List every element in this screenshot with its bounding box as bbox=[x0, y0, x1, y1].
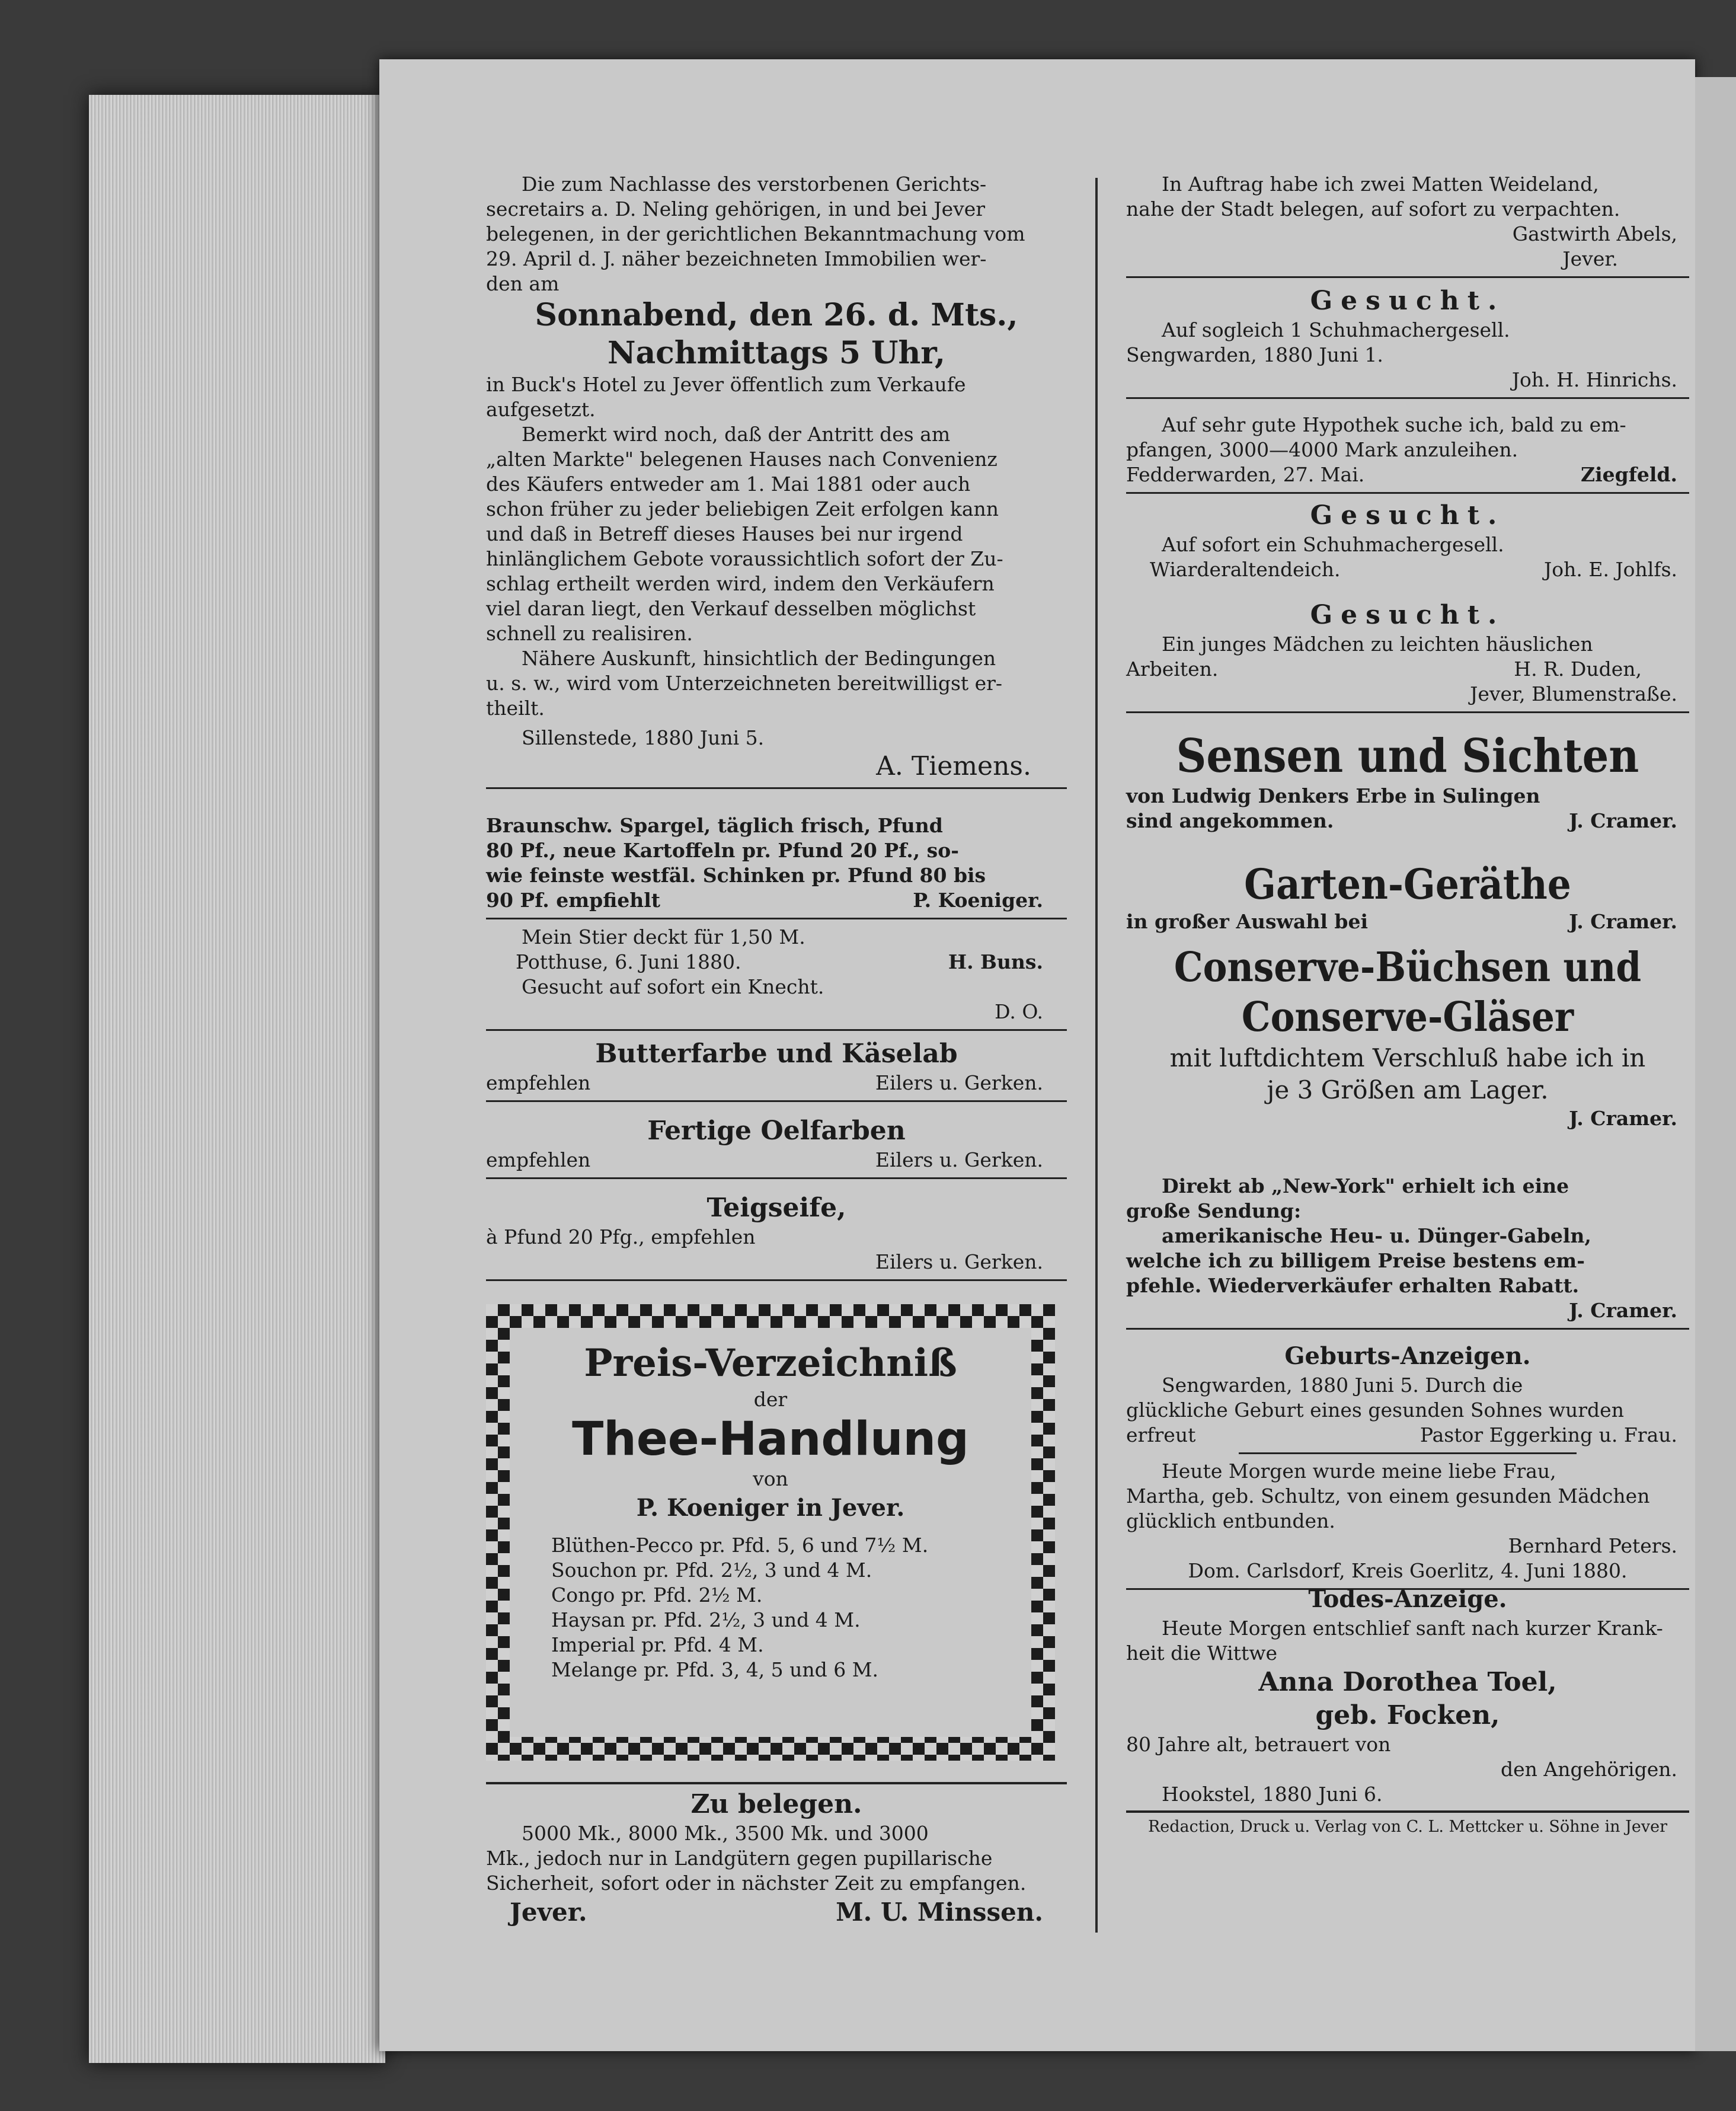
divider-rule bbox=[1126, 276, 1689, 278]
text-line: heit die Wittwe bbox=[1126, 1641, 1277, 1665]
text-line: pfangen, 3000—4000 Mark anzuleihen. bbox=[1126, 438, 1518, 461]
text-line: Ein junges Mädchen zu leichten häuslichen bbox=[1162, 633, 1593, 656]
text-row bbox=[1126, 809, 1689, 833]
signature: H. R. Duden, bbox=[1514, 657, 1642, 681]
text-line: empfehlen bbox=[486, 1148, 591, 1171]
signature: H. Buns. bbox=[948, 950, 1043, 973]
divider-rule bbox=[1126, 397, 1689, 399]
text-row bbox=[1126, 1423, 1689, 1448]
text-line: Bemerkt wird noch, daß der Antritt des am bbox=[522, 423, 951, 446]
text-line: In Auftrag habe ich zwei Matten Weideland, bbox=[1162, 173, 1599, 196]
ad-title: Garten-Geräthe bbox=[1244, 860, 1571, 909]
text-line: empfehlen bbox=[486, 1071, 591, 1094]
text-line: Sicherheit, sofort oder in nächster Zeit zu empfangen. bbox=[486, 1872, 1027, 1895]
divider-rule bbox=[486, 1029, 1067, 1031]
divider-rule bbox=[486, 1100, 1067, 1102]
ad-zu-belegen bbox=[486, 1778, 1067, 1929]
text-line: schlag ertheilt werden wird, indem den Verkäufern bbox=[486, 572, 995, 595]
text-row bbox=[486, 1071, 1067, 1096]
text-line: u. s. w., wird vom Unterzeichneten bereitwilligst er- bbox=[486, 672, 1003, 695]
ad-title: Conserve-Büchsen und bbox=[1174, 944, 1642, 991]
ad-geburt bbox=[1126, 1340, 1689, 1595]
text-line: Braunschw. Spargel, täglich frisch, Pfund bbox=[486, 814, 943, 837]
text-row bbox=[486, 950, 1067, 975]
text-line: secretairs a. D. Neling gehörigen, in und bei Jever bbox=[486, 197, 986, 221]
ad-title: Conserve-Gläser bbox=[1241, 994, 1574, 1041]
divider-rule bbox=[486, 787, 1067, 789]
text-line: Auf sogleich 1 Schuhmachergesell. bbox=[1162, 318, 1510, 341]
divider-rule bbox=[1239, 1452, 1577, 1454]
book-page-edges bbox=[89, 95, 385, 2063]
text-line: Auf sehr gute Hypothek suche ich, bald zu em- bbox=[1162, 413, 1626, 436]
signature: A. Tiemens. bbox=[876, 751, 1031, 781]
next-page-edge bbox=[1695, 77, 1736, 2051]
price-item: Imperial pr. Pfd. 4 M. bbox=[551, 1633, 764, 1656]
ad-title: Sensen und Sichten bbox=[1176, 729, 1639, 783]
ad-title: Geburts-Anzeigen. bbox=[1284, 1342, 1531, 1370]
auction-time: Nachmittags 5 Uhr, bbox=[607, 335, 946, 371]
text-line: 80 Pf., neue Kartoffeln pr. Pfund 20 Pf., so- bbox=[486, 839, 959, 862]
price-list-title: Preis-Verzeichniß bbox=[584, 1341, 957, 1385]
signature: M. U. Minssen. bbox=[836, 1898, 1043, 1927]
text-line: amerikanische Heu- u. Dünger-Gabeln, bbox=[1162, 1224, 1591, 1247]
text-line: in Buck's Hotel zu Jever öffentlich zum Verkaufe bbox=[486, 373, 966, 396]
ad-title: Todes-Anzeige. bbox=[1308, 1585, 1507, 1613]
ad-title: Gesucht. bbox=[1310, 600, 1505, 630]
divider-rule bbox=[486, 1279, 1067, 1281]
ad-title: Gesucht. bbox=[1310, 286, 1505, 316]
text-line: glückliche Geburt eines gesunden Sohnes wurden bbox=[1126, 1398, 1624, 1422]
text-row bbox=[486, 888, 1067, 913]
text-line: à Pfund 20 Pfg., empfehlen bbox=[486, 1225, 756, 1248]
signature: Joh. E. Johlfs. bbox=[1544, 558, 1677, 581]
divider-rule bbox=[1126, 1328, 1689, 1330]
divider-rule bbox=[486, 918, 1067, 919]
deceased-name: Anna Dorothea Toel, bbox=[1258, 1667, 1557, 1697]
deceased-maiden-name: geb. Focken, bbox=[1315, 1700, 1500, 1730]
text-line: Martha, geb. Schultz, von einem gesunden Mädchen bbox=[1126, 1484, 1650, 1508]
signature: J. Cramer. bbox=[1569, 910, 1677, 933]
text-line: sind angekommen. bbox=[1126, 809, 1334, 832]
text-line: nahe der Stadt belegen, auf sofort zu verpachten. bbox=[1126, 197, 1620, 221]
ad-title: Teigseife, bbox=[706, 1193, 846, 1223]
ad-spargel bbox=[486, 813, 1067, 924]
text-row bbox=[1126, 462, 1689, 487]
text-line: und daß in Betreff dieses Hauses bei nur irgend bbox=[486, 522, 963, 545]
place: Jever. bbox=[1562, 247, 1618, 270]
text-line: glücklich entbunden. bbox=[1126, 1509, 1335, 1532]
ad-gesucht-schuhmacher-2 bbox=[1126, 499, 1689, 582]
place-date: Sengwarden, 1880 Juni 1. bbox=[1126, 343, 1383, 366]
text-row bbox=[486, 1896, 1067, 1929]
text-line: 5000 Mk., 8000 Mk., 3500 Mk. und 3000 bbox=[522, 1822, 929, 1845]
text-line: Direkt ab „New-York" erhielt ich eine bbox=[1162, 1174, 1569, 1197]
initials: D. O. bbox=[995, 1000, 1043, 1023]
ad-weideland bbox=[1126, 172, 1689, 283]
shop-name: Thee-Handlung bbox=[572, 1413, 969, 1466]
place: Jever. bbox=[510, 1898, 587, 1927]
text-line: Heute Morgen wurde meine liebe Frau, bbox=[1162, 1460, 1556, 1483]
ad-garten bbox=[1126, 860, 1689, 934]
ad-title: Fertige Oelfarben bbox=[647, 1116, 906, 1146]
ad-new-york bbox=[1126, 1174, 1689, 1334]
text-line: belegenen, in der gerichtlichen Bekanntmachung vom bbox=[486, 222, 1025, 245]
signature: Pastor Eggerking u. Frau. bbox=[1420, 1423, 1677, 1446]
signature: Ziegfeld. bbox=[1581, 463, 1677, 486]
text-line: Gesucht auf sofort ein Knecht. bbox=[522, 975, 824, 998]
ad-conserve bbox=[1126, 943, 1689, 1131]
price-item: Haysan pr. Pfd. 2½, 3 und 4 M. bbox=[551, 1608, 861, 1631]
divider-rule bbox=[1126, 492, 1689, 494]
auction-date: Sonnabend, den 26. d. Mts., bbox=[535, 297, 1018, 333]
text-line: Heute Morgen entschlief sanft nach kurzer Krank- bbox=[1162, 1617, 1663, 1640]
price-list-panel bbox=[510, 1328, 1031, 1737]
text-row bbox=[1126, 909, 1689, 934]
signature: J. Cramer. bbox=[1569, 809, 1677, 832]
signature: Bernhard Peters. bbox=[1508, 1534, 1677, 1557]
text-line: den am bbox=[486, 272, 560, 295]
text-line: von Ludwig Denkers Erbe in Sulingen bbox=[1126, 784, 1540, 807]
signature: Eilers u. Gerken. bbox=[875, 1250, 1043, 1273]
ad-immobilien bbox=[486, 172, 1067, 794]
text-line: schon früher zu jeder beliebigen Zeit erfolgen kann bbox=[486, 497, 999, 520]
ad-sensen bbox=[1126, 729, 1689, 833]
text-line: von bbox=[753, 1467, 788, 1490]
place: Wiarderaltendeich. bbox=[1150, 558, 1341, 581]
text-row bbox=[1126, 657, 1689, 682]
text-line: des Käufers entweder am 1. Mai 1881 oder auch bbox=[486, 472, 971, 496]
text-line: je 3 Größen am Lager. bbox=[1267, 1075, 1549, 1104]
ad-todes bbox=[1126, 1583, 1689, 1838]
ad-title: Butterfarbe und Käselab bbox=[595, 1039, 958, 1069]
price-item: Congo pr. Pfd. 2½ M. bbox=[551, 1583, 763, 1607]
text-line: „alten Markte" belegenen Hauses nach Convenienz bbox=[486, 448, 998, 471]
signature: J. Cramer. bbox=[1569, 1107, 1677, 1130]
text-row bbox=[486, 1148, 1067, 1173]
ad-gesucht-maedchen bbox=[1126, 599, 1689, 718]
text-line: große Sendung: bbox=[1126, 1199, 1302, 1222]
text-line: Mein Stier deckt für 1,50 M. bbox=[522, 925, 805, 948]
text-line: Sengwarden, 1880 Juni 5. Durch die bbox=[1162, 1374, 1523, 1397]
text-line: wie feinste westfäl. Schinken pr. Pfund 80 bis bbox=[486, 864, 986, 887]
text-line: Mk., jedoch nur in Landgütern gegen pupillarische bbox=[486, 1847, 993, 1870]
mourners: den Angehörigen. bbox=[1501, 1758, 1677, 1781]
text-line: Arbeiten. bbox=[1126, 657, 1219, 681]
divider-rule bbox=[1126, 1810, 1689, 1813]
shop-owner: P. Koeniger in Jever. bbox=[636, 1494, 905, 1522]
text-line: hinlänglichem Gebote voraussichtlich sofort der Zu- bbox=[486, 547, 1003, 570]
text-line: schnell zu realisiren. bbox=[486, 622, 693, 645]
text-line: in großer Auswahl bei bbox=[1126, 910, 1369, 933]
ad-oelfarben bbox=[486, 1114, 1067, 1184]
place-date: Dom. Carlsdorf, Kreis Goerlitz, 4. Juni 1880. bbox=[1188, 1559, 1628, 1582]
text-line: 90 Pf. empfiehlt bbox=[486, 889, 660, 912]
text-line: Auf sofort ein Schuhmachergesell. bbox=[1162, 533, 1504, 556]
text-line: mit luftdichtem Verschluß habe ich in bbox=[1169, 1043, 1646, 1072]
place-date: Potthuse, 6. Juni 1880. bbox=[516, 950, 741, 973]
ad-hypothek bbox=[1126, 413, 1689, 499]
text-line: aufgesetzt. bbox=[486, 398, 596, 421]
signature: Eilers u. Gerken. bbox=[875, 1148, 1043, 1171]
price-item: Blüthen-Pecco pr. Pfd. 5, 6 und 7½ M. bbox=[551, 1534, 929, 1557]
place-date: Sillenstede, 1880 Juni 5. bbox=[522, 726, 765, 749]
price-item: Souchon pr. Pfd. 2½, 3 und 4 M. bbox=[551, 1559, 872, 1582]
ad-title: Gesucht. bbox=[1310, 500, 1505, 531]
text-line: Die zum Nachlasse des verstorbenen Gerichts- bbox=[522, 173, 987, 196]
text-line: theilt. bbox=[486, 697, 545, 720]
text-line: Nähere Auskunft, hinsichtlich der Bedingungen bbox=[522, 647, 996, 670]
signature: Eilers u. Gerken. bbox=[875, 1071, 1043, 1094]
ad-butterfarbe bbox=[486, 1037, 1067, 1107]
text-line: pfehle. Wiederverkäufer erhalten Rabatt. bbox=[1126, 1274, 1580, 1297]
signature: Gastwirth Abels, bbox=[1512, 222, 1677, 245]
ad-gesucht-schuhmacher bbox=[1126, 285, 1689, 404]
column-divider bbox=[1095, 178, 1098, 1933]
place-date: Hookstel, 1880 Juni 6. bbox=[1162, 1783, 1383, 1806]
price-item: Melange pr. Pfd. 3, 4, 5 und 6 M. bbox=[551, 1658, 879, 1681]
signature: P. Koeniger. bbox=[913, 889, 1043, 912]
text-line: der bbox=[753, 1388, 788, 1411]
ad-stier bbox=[486, 925, 1067, 1036]
divider-rule bbox=[486, 1177, 1067, 1179]
signature: Joh. H. Hinrichs. bbox=[1511, 368, 1677, 391]
text-line: viel daran liegt, den Verkauf desselben möglichst bbox=[486, 597, 976, 620]
thee-price-list-frame bbox=[486, 1304, 1055, 1761]
text-line: 80 Jahre alt, betrauert von bbox=[1126, 1733, 1391, 1756]
divider-rule bbox=[486, 1782, 1067, 1784]
divider-rule bbox=[1126, 711, 1689, 713]
ad-title: Zu belegen. bbox=[690, 1789, 862, 1819]
text-line: erfreut bbox=[1126, 1423, 1196, 1446]
text-row bbox=[1126, 557, 1689, 582]
impressum: Redaction, Druck u. Verlag von C. L. Mettcker u. Söhne in Jever bbox=[1147, 1818, 1668, 1836]
signature: J. Cramer. bbox=[1569, 1299, 1677, 1322]
place-date: Fedderwarden, 27. Mai. bbox=[1126, 463, 1365, 486]
place: Jever, Blumenstraße. bbox=[1470, 682, 1677, 705]
text-line: 29. April d. J. näher bezeichneten Immobilien wer- bbox=[486, 247, 987, 270]
ad-teigseife bbox=[486, 1192, 1067, 1286]
text-line: welche ich zu billigem Preise bestens em- bbox=[1126, 1249, 1585, 1272]
